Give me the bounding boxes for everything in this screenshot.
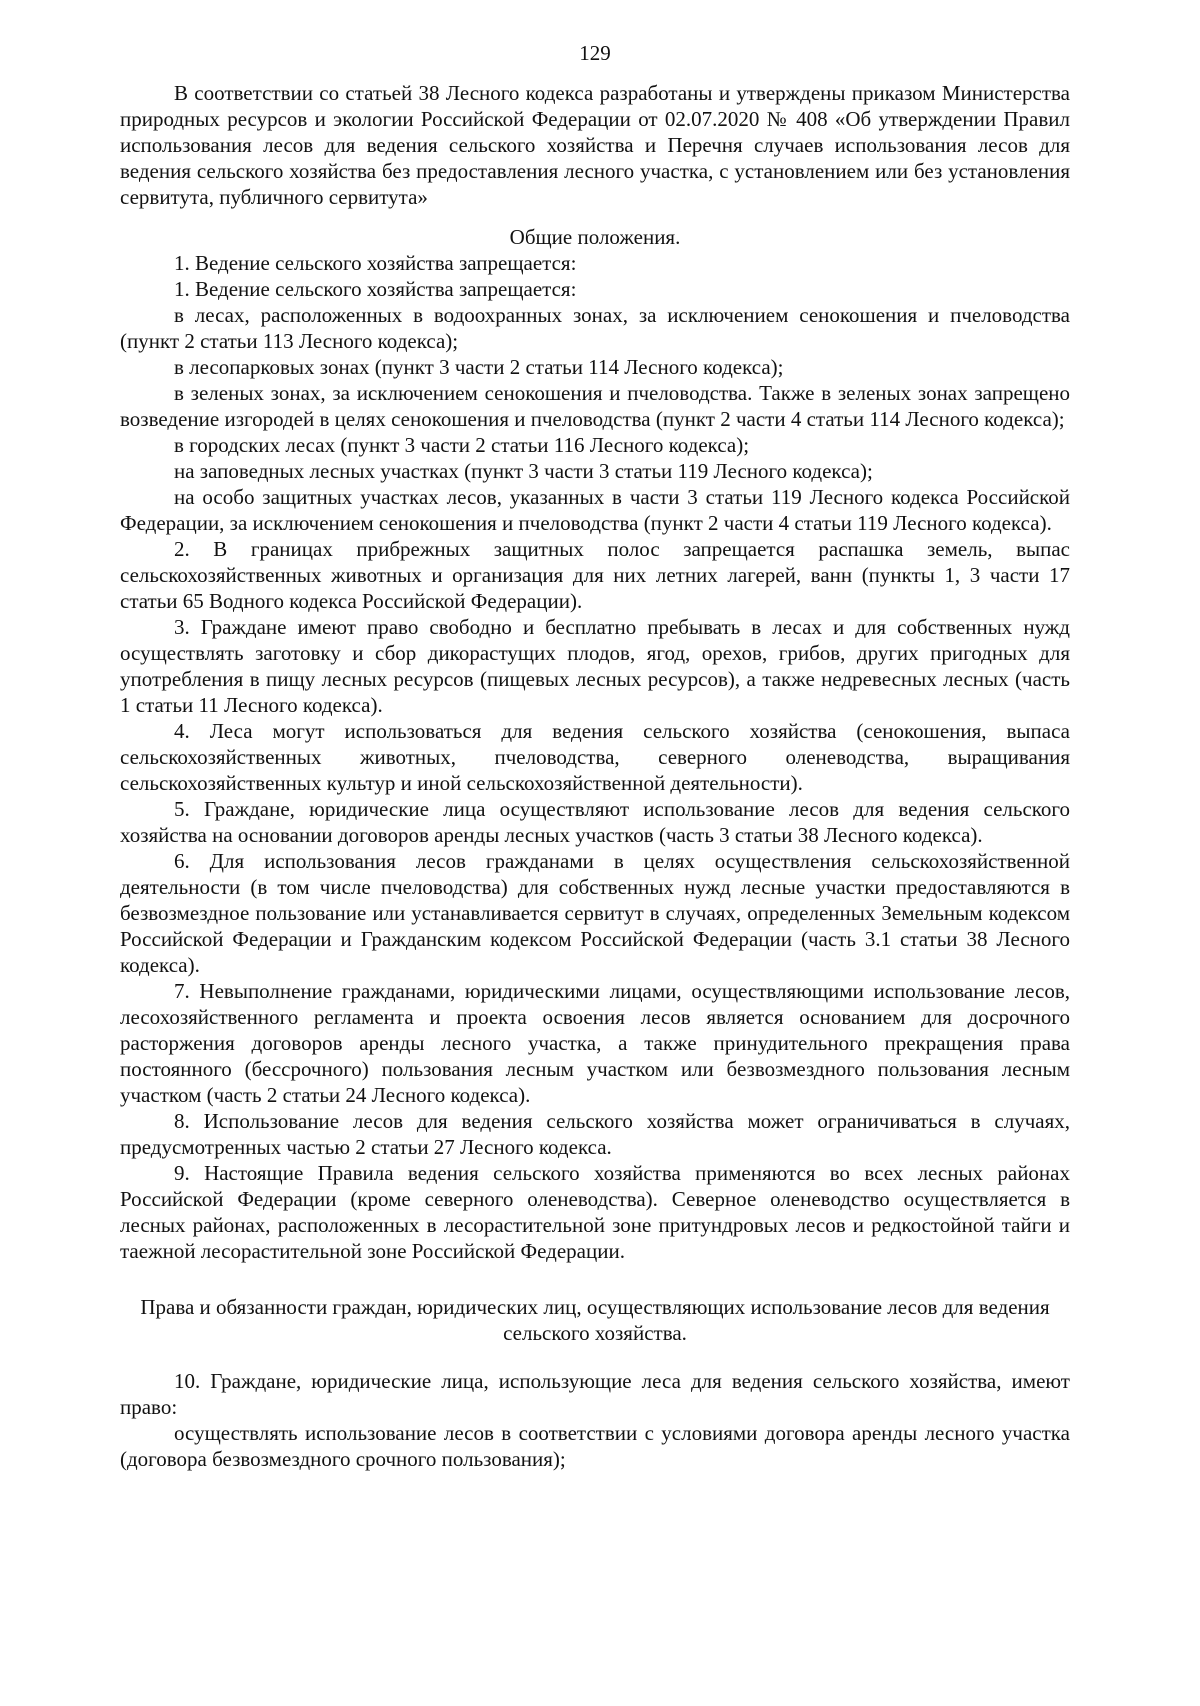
section-title-rights: Права и обязанности граждан, юридических лиц, осуществляющих использование лесов для ведения сельского хозяйства. bbox=[140, 1295, 1050, 1345]
paragraph: 2. В границах прибрежных защитных полос запрещается распашка земель, выпас сельскохозяйственных животных и организация для них летних лагерей, ванн (пункты 1, 3 части 17 статьи 65 Водного кодекса Российской Федерации). bbox=[120, 537, 1070, 613]
paragraph: в зеленых зонах, за исключением сенокошения и пчеловодства. Также в зеленых зонах запрещено возведение изгородей в целях сенокошения и пчеловодства (пункт 2 части 4 статьи 114 Лесного кодекса); bbox=[120, 381, 1070, 431]
section-title-general: Общие положения. bbox=[509, 225, 681, 249]
paragraph: в лесах, расположенных в водоохранных зонах, за исключением сенокошения и пчеловодства (пункт 2 статьи 113 Лесного кодекса); bbox=[120, 303, 1070, 353]
paragraph: 10. Граждане, юридические лица, использующие леса для ведения сельского хозяйства, имеют право: bbox=[120, 1369, 1070, 1419]
paragraph: 5. Граждане, юридические лица осуществляют использование лесов для ведения сельского хозяйства на основании договоров аренды лесных участков (часть 3 статьи 38 Лесного кодекса). bbox=[120, 797, 1070, 847]
paragraph: в лесопарковых зонах (пункт 3 части 2 статьи 114 Лесного кодекса); bbox=[174, 355, 784, 379]
page-number: 129 bbox=[579, 41, 611, 65]
paragraph: 9. Настоящие Правила ведения сельского хозяйства применяются во всех лесных районах Российской Федерации (кроме северного оленеводства). Северное оленеводство осуществляется в лесных районах, расположенных в лесорастительной зоне притундровых лесов и редкостойной тайги и таежной лесорастительной зоне Российской Федерации. bbox=[120, 1161, 1070, 1263]
paragraph: 3. Граждане имеют право свободно и бесплатно пребывать в лесах и для собственных нужд осуществлять заготовку и сбор дикорастущих плодов, ягод, орехов, грибов, других пригодных для употребления в пищу лесных ресурсов (пищевых лесных ресурсов), а также недревесных лесных (часть 1 статьи 11 Лесного кодекса). bbox=[120, 615, 1070, 717]
paragraph: 6. Для использования лесов гражданами в целях осуществления сельскохозяйственной деятельности (в том числе пчеловодства) для собственных нужд лесные участки предоставляются в безвозмездное пользование или устанавливается сервитут в случаях, определенных Земельным кодексом Российской Федерации и Гражданским кодексом Российской Федерации (часть 3.1 статьи 38 Лесного кодекса). bbox=[120, 849, 1070, 977]
paragraph: на особо защитных участках лесов, указанных в части 3 статьи 119 Лесного кодекса Российской Федерации, за исключением сенокошения и пчеловодства (пункт 2 части 4 статьи 119 Лесного кодекса). bbox=[120, 485, 1070, 535]
paragraph: на заповедных лесных участках (пункт 3 части 3 статьи 119 Лесного кодекса); bbox=[174, 459, 873, 483]
paragraph: 1. Ведение сельского хозяйства запрещается: bbox=[174, 251, 577, 275]
paragraph: 7. Невыполнение гражданами, юридическими лицами, осуществляющими использование лесов, лесохозяйственного регламента и проекта освоения лесов является основанием для досрочного расторжения договоров аренды лесного участка, а также принудительного прекращения права постоянного (бессрочного) пользования лесным участком или безвозмездного пользования лесным участком (часть 2 статьи 24 Лесного кодекса). bbox=[120, 979, 1070, 1107]
paragraph: 1. Ведение сельского хозяйства запрещается: bbox=[174, 277, 577, 301]
paragraph: в городских лесах (пункт 3 части 2 статьи 116 Лесного кодекса); bbox=[174, 433, 750, 457]
paragraph: 4. Леса могут использоваться для ведения сельского хозяйства (сенокошения, выпаса сельскохозяйственных животных, пчеловодства, северного оленеводства, выращивания сельскохозяйственных культур и иной сельскохозяйственной деятельности). bbox=[120, 719, 1070, 795]
document-page bbox=[120, 40, 1070, 1472]
paragraph: 8. Использование лесов для ведения сельского хозяйства может ограничиваться в случаях, предусмотренных частью 2 статьи 27 Лесного кодекса. bbox=[120, 1109, 1070, 1159]
paragraph: осуществлять использование лесов в соответствии с условиями договора аренды лесного участка (договора безвозмездного срочного пользования); bbox=[120, 1421, 1070, 1471]
intro-paragraph: В соответствии со статьей 38 Лесного кодекса разработаны и утверждены приказом Министерства природных ресурсов и экологии Российской Федерации от 02.07.2020 № 408 «Об утверждении Правил использования лесов для ведения сельского хозяйства и Перечня случаев использования лесов для ведения сельского хозяйства без предоставления лесного участка, с установлением или без установления сервитута, публичного сервитута» bbox=[120, 81, 1070, 209]
